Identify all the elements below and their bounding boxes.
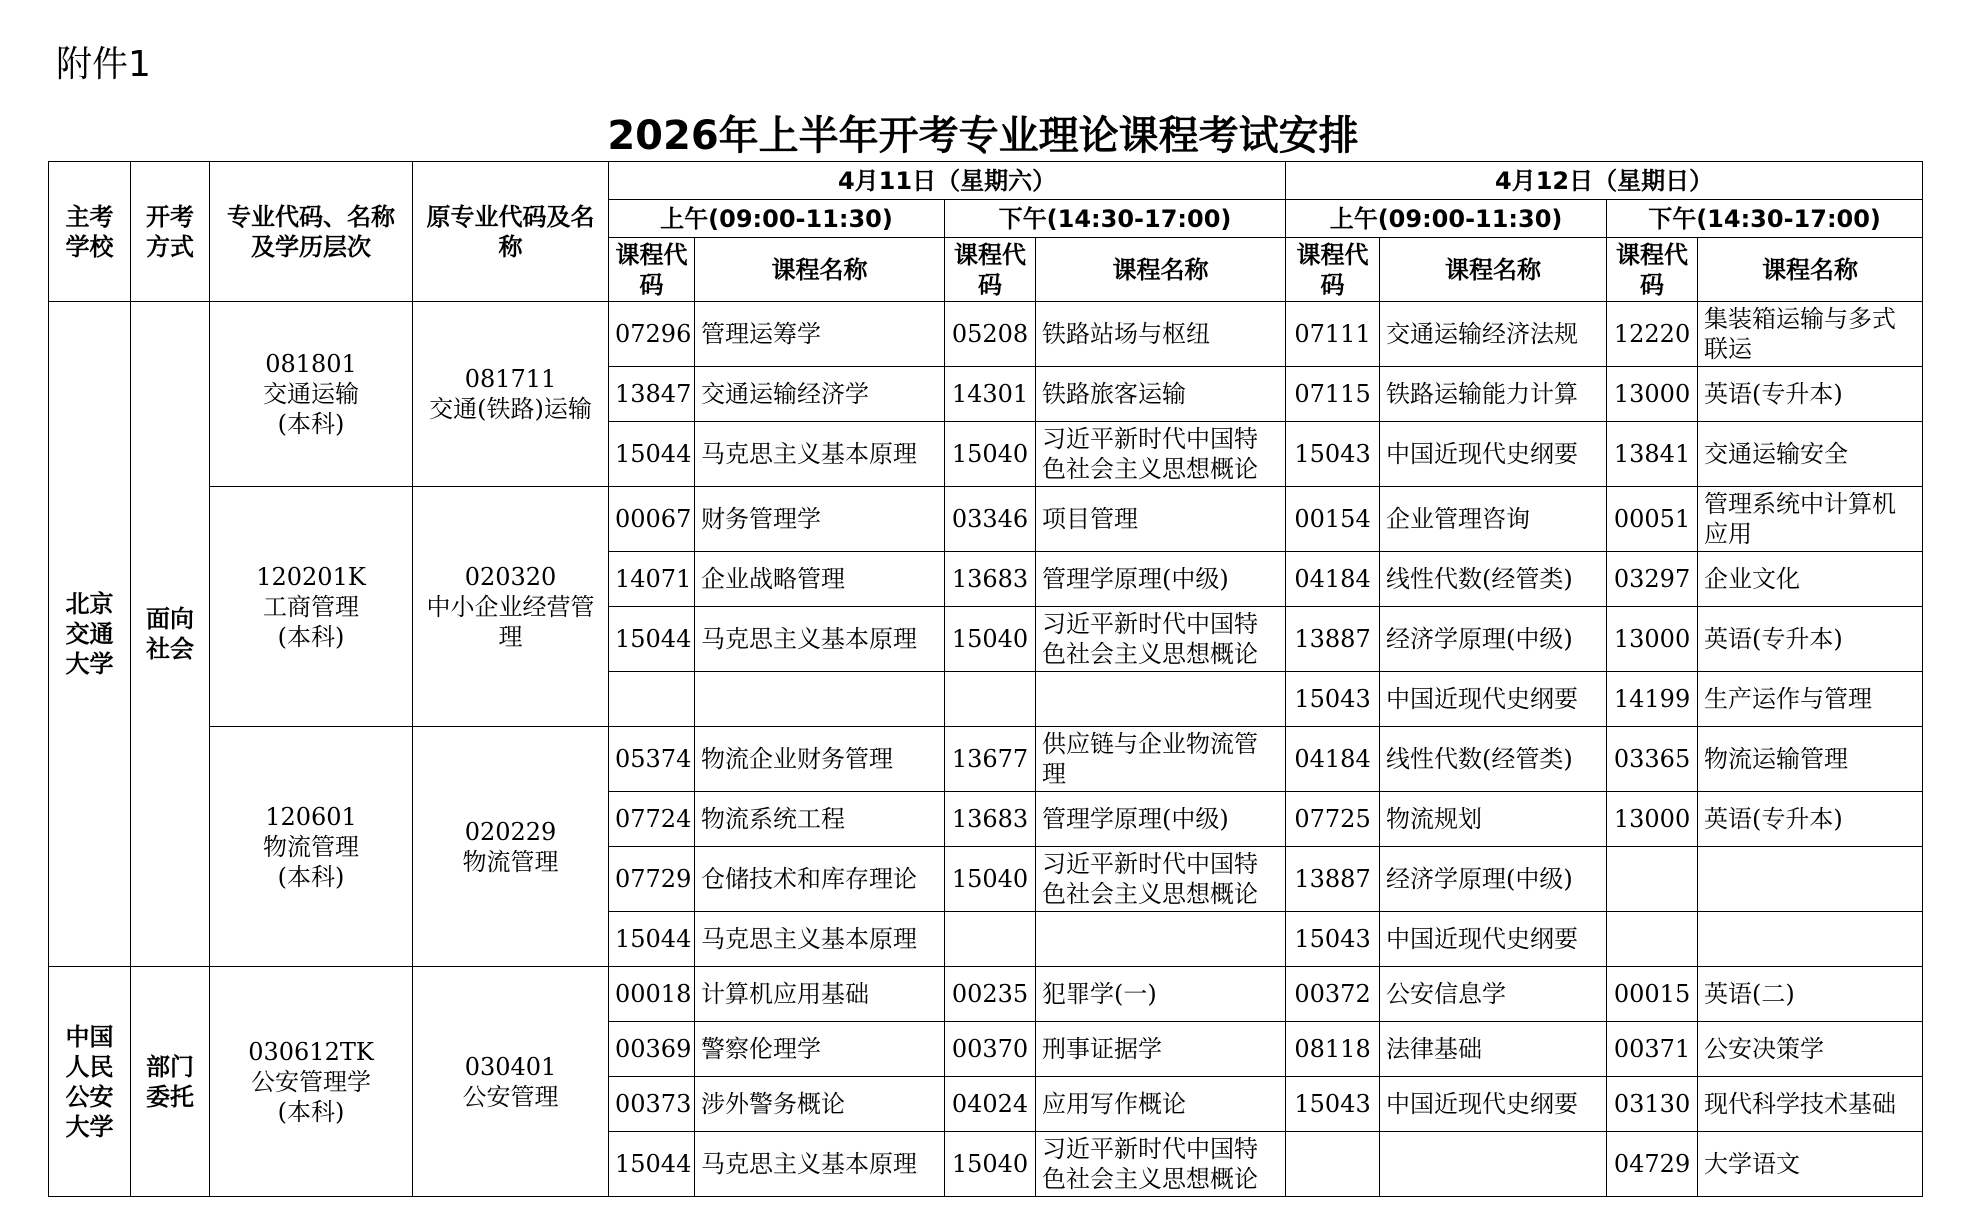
course-name-cell: 铁路运输能力计算 — [1380, 367, 1607, 422]
course-code-cell: 04024 — [945, 1076, 1036, 1131]
course-code-cell: 00372 — [1286, 967, 1380, 1022]
course-name-cell: 企业战略管理 — [695, 552, 945, 607]
header-day2-pm: 下午(14:30-17:00) — [1607, 200, 1923, 238]
course-code-cell: 13887 — [1286, 847, 1380, 912]
course-name-cell: 交通运输经济法规 — [1380, 302, 1607, 367]
header-course-code: 课程代码 — [1607, 238, 1698, 302]
course-code-cell: 13683 — [945, 552, 1036, 607]
course-name-cell: 物流运输管理 — [1698, 727, 1923, 792]
course-name-cell — [1036, 672, 1286, 727]
course-name-cell: 应用写作概论 — [1036, 1076, 1286, 1131]
major-name: 交通运输 — [263, 380, 359, 409]
course-name-cell: 企业文化 — [1698, 552, 1923, 607]
course-name-cell: 供应链与企业物流管理 — [1036, 727, 1286, 792]
course-code-cell: 00371 — [1607, 1021, 1698, 1076]
course-code-cell: 15040 — [945, 1131, 1036, 1196]
course-name-cell: 英语(专升本) — [1698, 367, 1923, 422]
course-code-cell: 00370 — [945, 1021, 1036, 1076]
course-code-cell: 13677 — [945, 727, 1036, 792]
exam-mode: 面向社会 — [131, 302, 210, 967]
header-course-name: 课程名称 — [1698, 238, 1923, 302]
school-name: 北京交通大学 — [49, 302, 131, 967]
header-day1-am: 上午(09:00-11:30) — [609, 200, 945, 238]
major-name: 公安管理学 — [251, 1067, 371, 1096]
course-code-cell: 04184 — [1286, 727, 1380, 792]
course-name-cell — [1698, 912, 1923, 967]
course-code-cell — [1607, 847, 1698, 912]
course-code-cell: 15043 — [1286, 672, 1380, 727]
course-code-cell: 03297 — [1607, 552, 1698, 607]
course-name-cell: 中国近现代史纲要 — [1380, 1076, 1607, 1131]
major-code: 030612TK — [248, 1037, 374, 1066]
course-name-cell: 中国近现代史纲要 — [1380, 672, 1607, 727]
course-code-cell — [945, 672, 1036, 727]
course-code-cell: 13887 — [1286, 607, 1380, 672]
course-code-cell: 05208 — [945, 302, 1036, 367]
course-code-cell: 00067 — [609, 487, 695, 552]
course-name-cell: 企业管理咨询 — [1380, 487, 1607, 552]
header-course-code: 课程代码 — [945, 238, 1036, 302]
course-name-cell: 项目管理 — [1036, 487, 1286, 552]
header-course-name: 课程名称 — [1036, 238, 1286, 302]
course-code-cell: 14071 — [609, 552, 695, 607]
course-code-cell: 15040 — [945, 847, 1036, 912]
course-code-cell — [945, 912, 1036, 967]
course-code-cell: 05374 — [609, 727, 695, 792]
header-day2: 4月12日（星期日） — [1286, 162, 1923, 200]
course-name-cell: 英语(二) — [1698, 967, 1923, 1022]
course-name-cell: 涉外警务概论 — [695, 1076, 945, 1131]
orig-major-orig-name: 中小企业经营管理 — [426, 592, 595, 651]
course-code-cell: 00015 — [1607, 967, 1698, 1022]
course-code-cell: 12220 — [1607, 302, 1698, 367]
course-code-cell: 04184 — [1286, 552, 1380, 607]
course-name-cell: 仓储技术和库存理论 — [695, 847, 945, 912]
course-name-cell: 犯罪学(一) — [1036, 967, 1286, 1022]
major-name: 工商管理 — [263, 592, 359, 621]
course-name-cell: 中国近现代史纲要 — [1380, 421, 1607, 486]
course-name-cell: 现代科学技术基础 — [1698, 1076, 1923, 1131]
major-level: (本科) — [277, 1097, 345, 1126]
orig-major-orig-name: 交通(铁路)运输 — [429, 395, 592, 424]
course-code-cell: 14301 — [945, 367, 1036, 422]
course-name-cell: 经济学原理(中级) — [1380, 847, 1607, 912]
course-name-cell: 公安信息学 — [1380, 967, 1607, 1022]
course-name-cell: 刑事证据学 — [1036, 1021, 1286, 1076]
orig-major-cell — [413, 487, 609, 727]
major-cell — [210, 727, 413, 967]
orig-major-cell — [413, 967, 609, 1197]
course-name-cell: 英语(专升本) — [1698, 792, 1923, 847]
course-code-cell — [609, 672, 695, 727]
course-name-cell — [1380, 1131, 1607, 1196]
course-name-cell: 马克思主义基本原理 — [695, 421, 945, 486]
header-course-name: 课程名称 — [695, 238, 945, 302]
header-course-code: 课程代码 — [1286, 238, 1380, 302]
course-name-cell: 管理运筹学 — [695, 302, 945, 367]
header-major: 专业代码、名称及学历层次 — [210, 162, 413, 302]
course-code-cell: 14199 — [1607, 672, 1698, 727]
course-name-cell: 马克思主义基本原理 — [695, 1131, 945, 1196]
orig-major-cell — [413, 302, 609, 487]
course-name-cell: 计算机应用基础 — [695, 967, 945, 1022]
course-code-cell: 15040 — [945, 607, 1036, 672]
header-day1-pm: 下午(14:30-17:00) — [945, 200, 1286, 238]
major-code: 081801 — [265, 350, 357, 379]
course-code-cell: 13847 — [609, 367, 695, 422]
course-code-cell: 00373 — [609, 1076, 695, 1131]
course-code-cell: 07729 — [609, 847, 695, 912]
course-code-cell: 15040 — [945, 421, 1036, 486]
exam-mode: 部门委托 — [131, 967, 210, 1197]
course-name-cell: 公安决策学 — [1698, 1021, 1923, 1076]
course-name-cell: 物流企业财务管理 — [695, 727, 945, 792]
course-name-cell: 马克思主义基本原理 — [695, 912, 945, 967]
orig-major-orig-name: 物流管理 — [462, 847, 559, 876]
major-cell — [210, 302, 413, 487]
school-name: 中国人民公安大学 — [49, 967, 131, 1197]
course-code-cell: 15043 — [1286, 421, 1380, 486]
course-code-cell: 03365 — [1607, 727, 1698, 792]
table-row — [49, 727, 1923, 792]
orig-major-cell — [413, 727, 609, 967]
course-code-cell: 07115 — [1286, 367, 1380, 422]
header-course-code: 课程代码 — [609, 238, 695, 302]
course-name-cell: 集装箱运输与多式联运 — [1698, 302, 1923, 367]
major-cell — [210, 487, 413, 727]
course-name-cell: 线性代数(经管类) — [1380, 727, 1607, 792]
course-code-cell: 00235 — [945, 967, 1036, 1022]
course-code-cell: 15044 — [609, 912, 695, 967]
major-level: (本科) — [277, 862, 345, 891]
course-code-cell: 15043 — [1286, 1076, 1380, 1131]
course-code-cell: 13841 — [1607, 421, 1698, 486]
orig-major-orig-code: 081711 — [464, 365, 557, 394]
course-code-cell: 13000 — [1607, 367, 1698, 422]
header-school: 主考学校 — [49, 162, 131, 302]
course-name-cell: 中国近现代史纲要 — [1380, 912, 1607, 967]
table-row — [49, 487, 1923, 552]
course-code-cell: 04729 — [1607, 1131, 1698, 1196]
course-name-cell: 管理学原理(中级) — [1036, 552, 1286, 607]
course-code-cell: 15044 — [609, 421, 695, 486]
course-name-cell: 英语(专升本) — [1698, 607, 1923, 672]
header-day1: 4月11日（星期六） — [609, 162, 1286, 200]
major-cell — [210, 967, 413, 1197]
table-row — [49, 967, 1923, 1022]
course-code-cell: 03130 — [1607, 1076, 1698, 1131]
course-name-cell: 法律基础 — [1380, 1021, 1607, 1076]
page-title: 2026年上半年开考专业理论课程考试安排 — [607, 113, 1359, 159]
orig-major-orig-code: 030401 — [464, 1052, 557, 1081]
course-code-cell — [1607, 912, 1698, 967]
major-level: (本科) — [277, 410, 345, 439]
course-code-cell: 00154 — [1286, 487, 1380, 552]
header-mode: 开考方式 — [131, 162, 210, 302]
major-level: (本科) — [277, 622, 345, 651]
course-name-cell: 线性代数(经管类) — [1380, 552, 1607, 607]
header-course-name: 课程名称 — [1380, 238, 1607, 302]
course-name-cell: 铁路旅客运输 — [1036, 367, 1286, 422]
header-orig-major: 原专业代码及名称 — [413, 162, 609, 302]
course-code-cell: 00369 — [609, 1021, 695, 1076]
major-code: 120601 — [265, 802, 357, 831]
course-code-cell: 15044 — [609, 607, 695, 672]
course-name-cell: 交通运输安全 — [1698, 421, 1923, 486]
course-code-cell: 00051 — [1607, 487, 1698, 552]
header-day2-am: 上午(09:00-11:30) — [1286, 200, 1607, 238]
course-name-cell: 警察伦理学 — [695, 1021, 945, 1076]
course-name-cell: 大学语文 — [1698, 1131, 1923, 1196]
course-code-cell: 07296 — [609, 302, 695, 367]
course-code-cell: 07111 — [1286, 302, 1380, 367]
course-name-cell: 习近平新时代中国特色社会主义思想概论 — [1036, 607, 1286, 672]
course-code-cell: 15044 — [609, 1131, 695, 1196]
major-name: 物流管理 — [263, 832, 359, 861]
course-code-cell: 00018 — [609, 967, 695, 1022]
course-code-cell: 03346 — [945, 487, 1036, 552]
course-name-cell: 铁路站场与枢纽 — [1036, 302, 1286, 367]
course-name-cell: 习近平新时代中国特色社会主义思想概论 — [1036, 1131, 1286, 1196]
course-name-cell: 财务管理学 — [695, 487, 945, 552]
course-name-cell — [1698, 847, 1923, 912]
orig-major-orig-code: 020320 — [464, 562, 557, 591]
course-code-cell: 13000 — [1607, 792, 1698, 847]
course-code-cell: 15043 — [1286, 912, 1380, 967]
course-code-cell — [1286, 1131, 1380, 1196]
course-name-cell: 管理系统中计算机应用 — [1698, 487, 1923, 552]
course-name-cell: 管理学原理(中级) — [1036, 792, 1286, 847]
attachment-label: 附件1 — [56, 44, 151, 85]
course-code-cell: 08118 — [1286, 1021, 1380, 1076]
orig-major-orig-code: 020229 — [464, 817, 557, 846]
course-name-cell: 习近平新时代中国特色社会主义思想概论 — [1036, 847, 1286, 912]
course-name-cell: 交通运输经济学 — [695, 367, 945, 422]
course-name-cell — [695, 672, 945, 727]
orig-major-orig-name: 公安管理 — [462, 1082, 559, 1111]
course-name-cell: 习近平新时代中国特色社会主义思想概论 — [1036, 421, 1286, 486]
course-code-cell: 07724 — [609, 792, 695, 847]
major-code: 120201K — [256, 562, 366, 591]
course-name-cell: 物流规划 — [1380, 792, 1607, 847]
exam-schedule-table — [48, 161, 1923, 1197]
course-name-cell: 经济学原理(中级) — [1380, 607, 1607, 672]
course-name-cell — [1036, 912, 1286, 967]
course-code-cell: 07725 — [1286, 792, 1380, 847]
course-name-cell: 生产运作与管理 — [1698, 672, 1923, 727]
course-name-cell: 马克思主义基本原理 — [695, 607, 945, 672]
course-code-cell: 13000 — [1607, 607, 1698, 672]
course-code-cell: 13683 — [945, 792, 1036, 847]
table-row — [49, 302, 1923, 367]
schedule-body — [49, 302, 1923, 1197]
course-name-cell: 物流系统工程 — [695, 792, 945, 847]
